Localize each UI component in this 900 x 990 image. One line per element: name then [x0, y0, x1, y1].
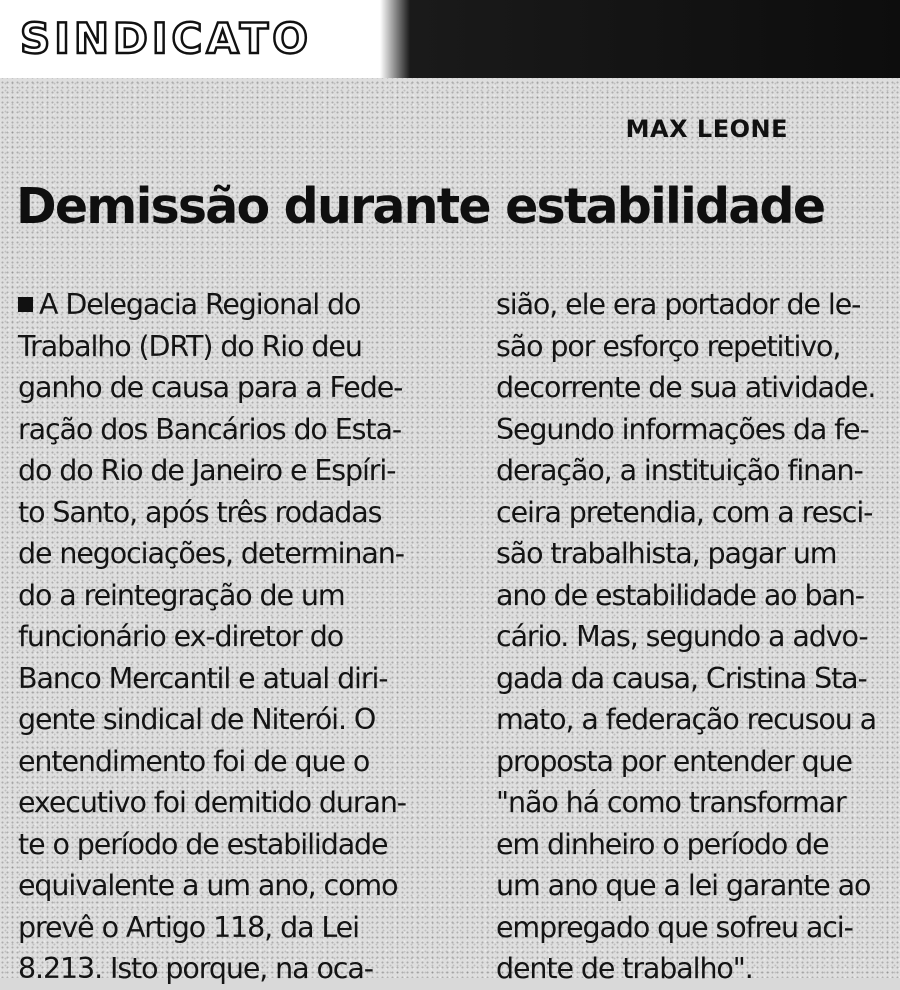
text-line: Banco Mercantil e atual diri- — [18, 661, 388, 695]
text-line: do do Rio de Janeiro e Espíri- — [18, 454, 396, 487]
text-line: cário. Mas, segundo a advo- — [496, 620, 868, 653]
text-line: entendimento foi de que o — [18, 744, 370, 778]
section-header-bar — [0, 0, 900, 78]
text-line: em dinheiro o período de — [496, 827, 829, 861]
text-line: empregado que sofreu aci- — [496, 910, 853, 944]
text-line: são trabalhista, pagar um — [496, 537, 837, 570]
text-line: ano de estabilidade ao ban- — [496, 578, 864, 612]
text-line — [18, 284, 478, 326]
text-line: ração dos Bancários do Esta- — [18, 412, 402, 446]
text-line: deração, a instituição finan- — [496, 454, 863, 487]
text-line: um ano que a lei garante ao — [496, 869, 871, 902]
article-column-right — [496, 284, 900, 990]
article-column-left — [18, 284, 478, 990]
text-line: do a reintegração de um — [18, 578, 345, 612]
text-line: são por esforço repetitivo, — [496, 329, 841, 363]
text-line: to Santo, após três rodadas — [18, 495, 382, 529]
text-line: executivo foi demitido duran- — [18, 786, 406, 819]
bullet-square-icon — [18, 297, 33, 312]
text-line: equivalente a um ano, como — [18, 869, 398, 902]
text-line: Trabalho (DRT) do Rio deu — [18, 329, 362, 363]
text-line: gada da causa, Cristina Sta- — [496, 661, 867, 695]
text-line: ganho de causa para a Fede- — [18, 371, 403, 404]
text-line: de negociações, determinan- — [18, 537, 404, 570]
text-line: "não há como transformar — [496, 786, 846, 819]
byline: MAX LEONE — [625, 115, 788, 143]
text-line: prevê o Artigo 118, da Lei — [18, 910, 359, 944]
text-line: dente de trabalho". — [496, 952, 753, 985]
text-line: sião, ele era portador de le- — [496, 288, 861, 321]
text-line: funcionário ex-diretor do — [18, 620, 344, 653]
text-line: gente sindical de Niterói. O — [18, 703, 376, 736]
text-line: proposta por entender que — [496, 744, 852, 778]
text-line-content: A Delegacia Regional do — [39, 288, 361, 321]
text-line: te o período de estabilidade — [18, 827, 388, 861]
section-title: SINDICATO — [20, 14, 312, 63]
text-line: ceira pretendia, com a resci- — [496, 495, 873, 529]
text-line: mato, a federação recusou a — [496, 703, 877, 736]
text-line: decorrente de sua atividade. — [496, 371, 876, 404]
text-line: 8.213. Isto porque, na oca- — [18, 952, 373, 985]
text-line: Segundo informações da fe- — [496, 412, 869, 446]
headline: Demissão durante estabilidade — [16, 178, 825, 235]
